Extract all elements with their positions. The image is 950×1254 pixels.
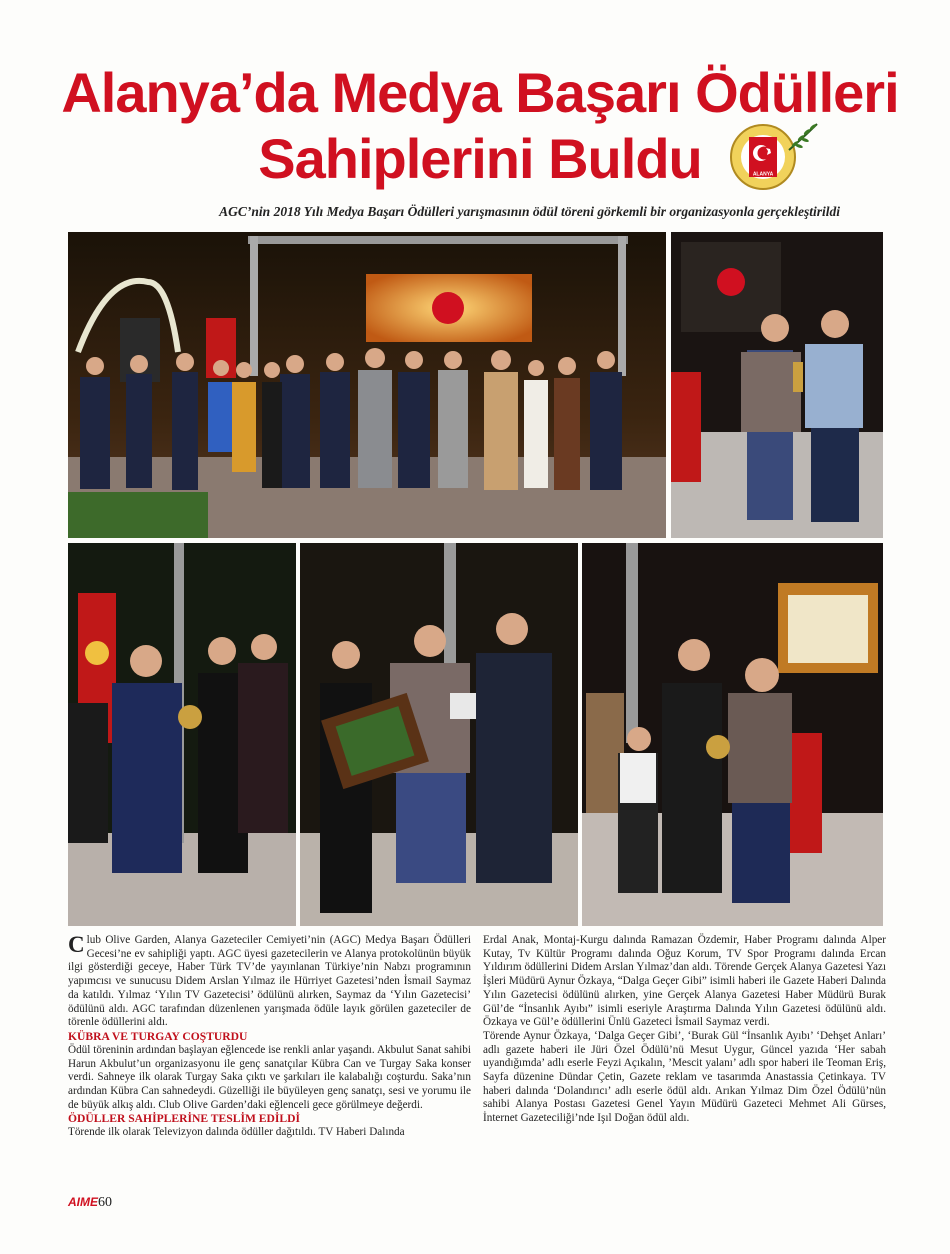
subtitle: AGC’nin 2018 Yılı Medya Başarı Ödülleri yarışmasının ödül töreni görkemli bir organizasyonla gerçekleştirildi — [219, 204, 840, 219]
article-paragraph: Ödül töreninin ardından başlayan eğlencede ise renkli anlar yaşandı. Akbulut Sanat sahibi Harun Akbulut’un organizasyonu ile genç sanatçılar Kübra Can ve Turgay Saka konser verdi. Sahneye ilk olarak Turgay Saka çıktı ve şarkıları ile kalabalığı coşturdu. Saka’nın ardından Kübra Can sahnedeydi. Güzelliği ile büyüleyen genç sanatçı, sesi ve yorumu ile de büyük alkış aldı. Club Olive Garden’daki eğlenceli gece görülmeye değerdi. — [68, 1043, 471, 1111]
headline-line-1: Alanya’da Medya Başarı Ödülleri — [61, 61, 899, 124]
page-number: 60 — [98, 1195, 112, 1210]
article-paragraph: Törende Aynur Özkaya, ‘Dalga Geçer Gibi’, ‘Burak Gül “İnsanlık Ayıbı’ ‘Dehşet Anları’ adlı gazete haberi ile Jüri Özel Ödülü’nü Mesut Uygur, Güncel yazıda ‘Her sabah uyandığımda’ adlı eserle Feyzi Açıkalın, ’Mescit yalanı’ adlı spor haberi ile Teoman Eriş, Sayfa düzenine Dündar Çetin, Gazete reklam ve tasarımda Anastassia Çetinkaya. TV haberi dalında ‘Dolandırıcı’ adlı eserle ödül aldı. Arıkan Yılmaz Dim Özel Ödülü’nün sahibi Alanya Postası Gazetesi Genel Yayın Müdürü Gazeteci Mehmet Ali Gürses, İnternet Gazeteciliği’nde Işıl Doğan ödül aldı. — [483, 1029, 886, 1125]
group-stage-photo — [68, 232, 666, 538]
award-painting-photo — [300, 543, 578, 926]
award-handover-photo — [671, 232, 883, 538]
headline-line-2: Sahiplerini Buldu — [258, 127, 702, 190]
article-column-2 — [483, 934, 886, 1126]
magazine-logo: AIME — [68, 1195, 98, 1209]
article-paragraph: Erdal Anak, Montaj-Kurgu dalında Ramazan Özdemir, Haber Programı dalında Alper Kutay, Tv Kültür Programı dalında Oğuz Korum, TV Spor Programı dalında Ercan Yıldırım ödüllerini Didem Arslan Yılmaz’dan aldı. Törende Gerçek Alanya Gazetesi Yazı İşleri Müdürü Aynur Özkaya, “Dalga Geçer Gibi” isimli haberi ile Gazete Haberi Dalında Yılın Gazetecisi ödülünü alırken, yine Gerçek Alanya Gazetesi Haber Müdürü Burak Gül’de “İnsanlık Ayıbı” isimli eseriyle Araştırma Dalında Yılın Gazetesi ödülünü aldı. Özkaya ve Gül’e ödüllerini Ünlü Gazeteci İsmail Saymaz verdi. — [483, 934, 886, 1029]
award-plaque-photo — [68, 543, 296, 926]
section-heading: KÜBRA VE TURGAY COŞTURDU — [68, 1029, 248, 1043]
article-column-1 — [68, 934, 471, 1140]
article-paragraph: Törende ilk olarak Televizyon dalında ödüller dağıtıldı. TV Haberi Dalında — [68, 1126, 405, 1139]
page-footer — [68, 1194, 112, 1211]
agc-logo — [727, 120, 819, 194]
section-heading: ÖDÜLLER SAHİPLERİNE TESLİM EDİLDİ — [68, 1112, 301, 1126]
logo-text: ALANYA — [752, 171, 774, 178]
award-child-photo — [582, 543, 883, 926]
drop-cap: C — [68, 932, 85, 957]
article-paragraph: lub Olive Garden, Alanya Gazeteciler Cemiyeti’nin (AGC) Medya Başarı Ödülleri Gecesi’ne ev sahipliği yaptı. AGC üyesi gazetecilerin ve Alanya protokolünün büyük ilgi gösterdiği geceye, Haber Türk TV’de yayınlanan Türkiye’nin Nabzı programının yapımcısı ve sunucusu Didem Arslan Yılmaz ile Hürriyet Gazetesi’nden İsmail Saymaz da katıldı. Yılmaz ‘Yılın TV Gazetecisi’ ödülünü alırken, Saymaz da ‘Yılın Gazetecisi’ ödülünü aldı. AGC tarafından düzenlenen yarışmada ödüle layık görülen gazeteciler de törenle ödüllerini aldı. — [68, 934, 471, 1029]
